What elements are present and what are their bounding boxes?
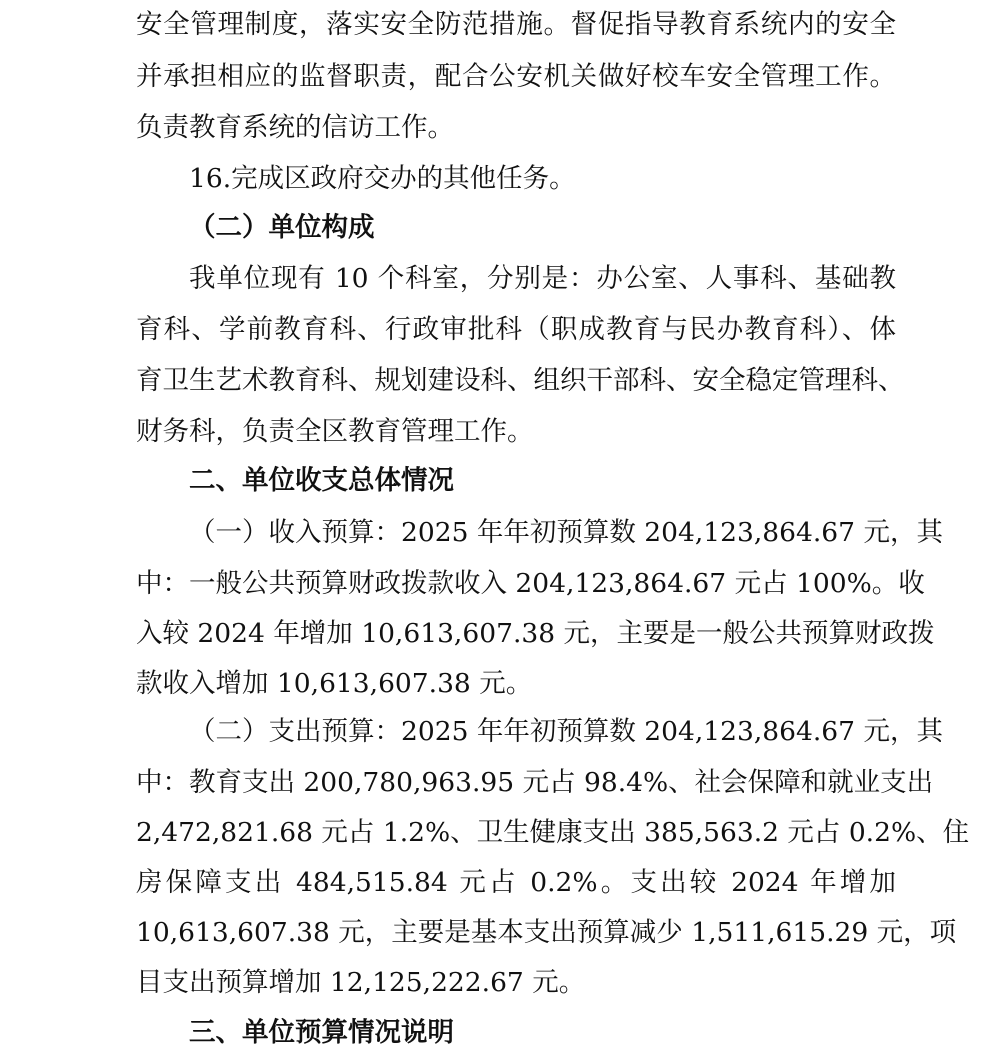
paragraph-line: 育卫生艺术教育科、规划建设科、组织干部科、安全稳定管理科、 — [136, 365, 905, 396]
paragraph-line: （一）收入预算：2025 年年初预算数 204,123,864.67 元，其 — [189, 517, 943, 548]
paragraph-line: 入较 2024 年增加 10,613,607.38 元，主要是一般公共预算财政拨 — [136, 618, 935, 649]
paragraph-line: 10,613,607.38 元，主要是基本支出预算减少 1,511,615.29 元，项 — [136, 917, 957, 948]
paragraph-line: 财务科，负责全区教育管理工作。 — [136, 416, 534, 447]
subheading-unit-composition: （二）单位构成 — [189, 212, 375, 243]
paragraph-line: 并承担相应的监督职责，配合公安机关做好校车安全管理工作。 — [136, 61, 896, 92]
paragraph-line: 款收入增加 10,613,607.38 元。 — [136, 668, 533, 699]
list-item-16: 16.完成区政府交办的其他任务。 — [189, 163, 576, 194]
paragraph-line: 2,472,821.68 元占 1.2%、卫生健康支出 385,563.2 元占 0.2%、住 — [136, 817, 970, 848]
section-heading-3: 三、单位预算情况说明 — [189, 1017, 454, 1048]
paragraph-line: 目支出预算增加 12,125,222.67 元。 — [136, 967, 586, 998]
paragraph-line: （二）支出预算：2025 年年初预算数 204,123,864.67 元，其 — [189, 716, 943, 747]
paragraph-line: 中：一般公共预算财政拨款收入 204,123,864.67 元占 100%。收 — [136, 568, 925, 599]
paragraph-line: 安全管理制度，落实安全防范措施。督促指导教育系统内的安全 — [136, 9, 896, 40]
paragraph-line: 我单位现有 10 个科室，分别是：办公室、人事科、基础教 — [189, 263, 896, 294]
section-heading-2: 二、单位收支总体情况 — [189, 465, 454, 496]
paragraph-line: 负责教育系统的信访工作。 — [136, 112, 454, 143]
paragraph-line: 育科、学前教育科、行政审批科（职成教育与民办教育科）、体 — [136, 314, 896, 345]
paragraph-line: 中：教育支出 200,780,963.95 元占 98.4%、社会保障和就业支出 — [136, 767, 934, 798]
paragraph-line: 房保障支出 484,515.84 元占 0.2%。支出较 2024 年增加 — [136, 867, 896, 898]
